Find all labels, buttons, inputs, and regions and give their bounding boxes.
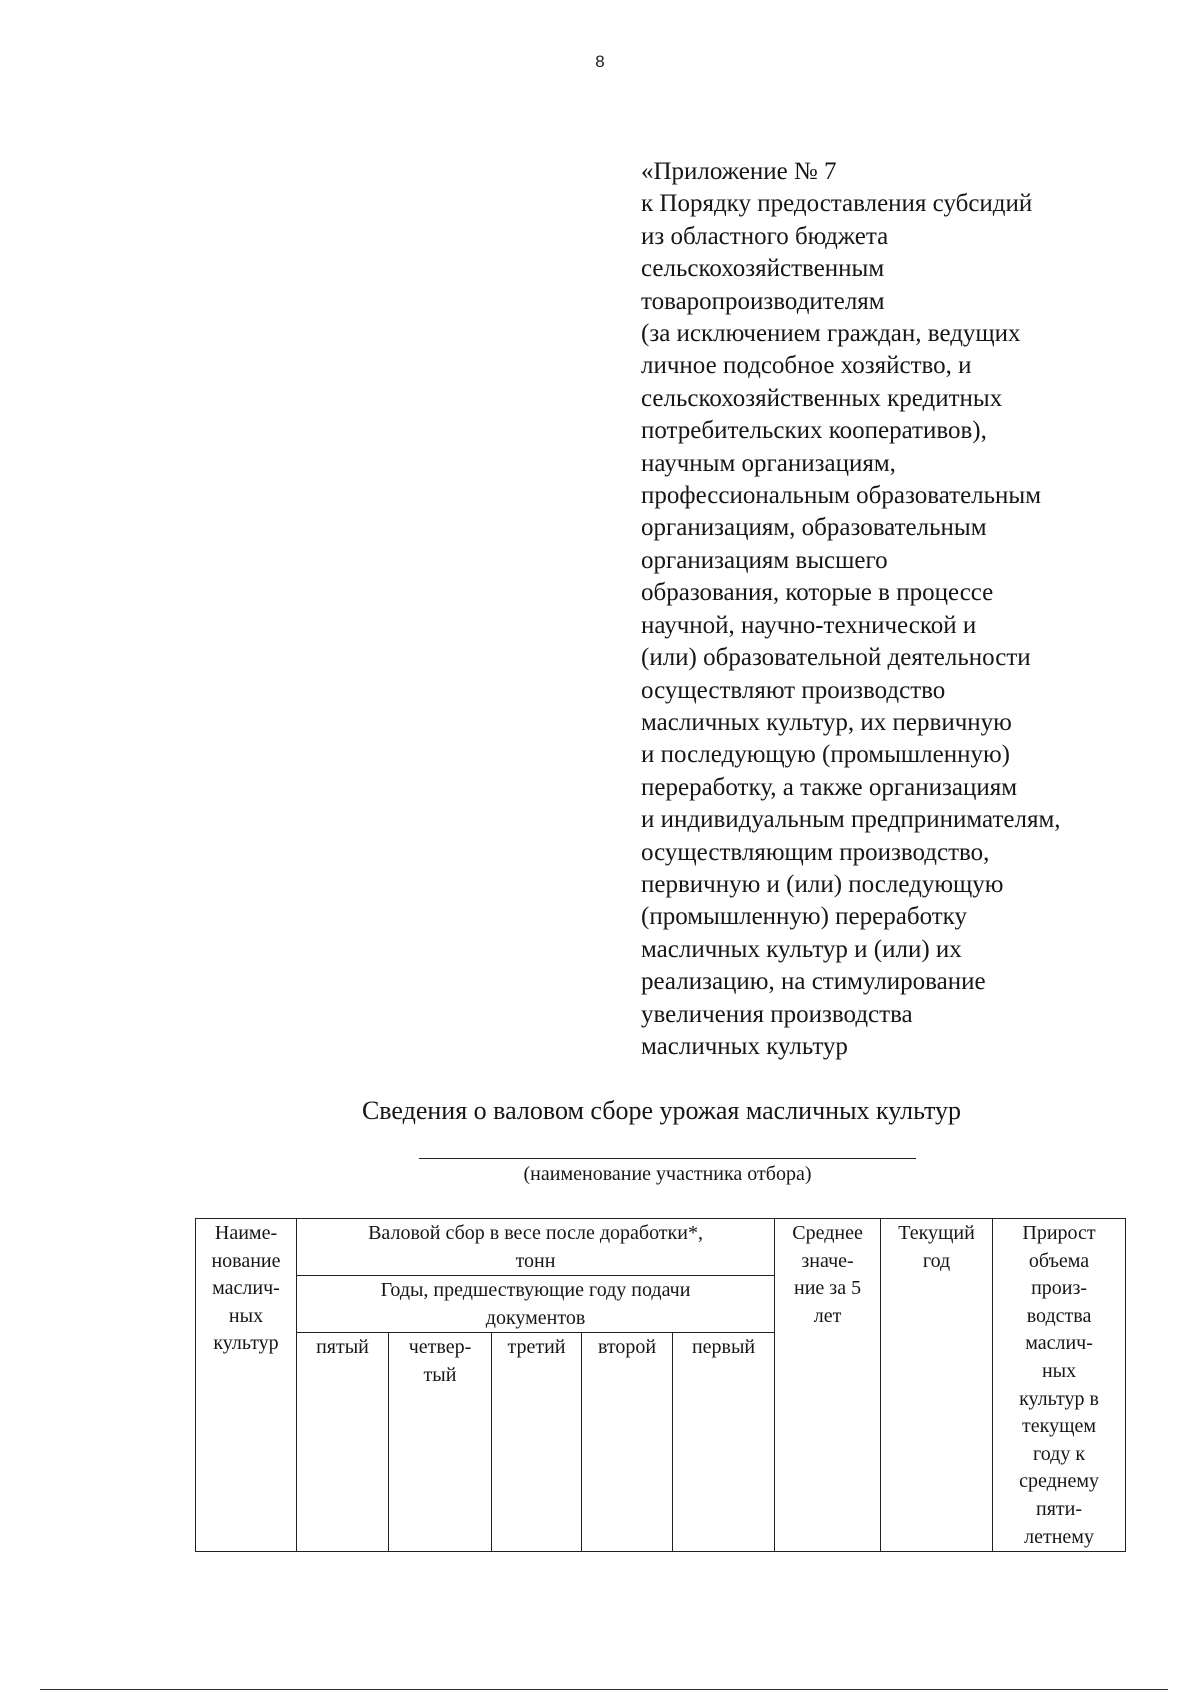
appendix-line: и последующую (промышленную) [641,741,1010,769]
cell-text-line: второй [597,1336,657,1359]
appendix-line: осуществляют производство [641,676,946,704]
cell-text-line: третий [507,1336,566,1359]
header-crop-name [196,1219,297,1552]
cell-text-line: маслич- [1025,1332,1093,1355]
cell-text-line: ние за 5 [794,1277,862,1300]
page-number: 8 [595,52,605,71]
cell-text-line: документов [485,1306,586,1329]
header-year-column [389,1333,492,1552]
cell-text-line: нование [211,1249,281,1272]
cell-text-line: лет [813,1304,842,1327]
appendix-line: научным организациям, [641,449,896,477]
appendix-line: масличных культур и (или) их [641,935,962,963]
appendix-line: и индивидуальным предпринимателям, [641,806,1061,834]
cell-text-line: произ- [1031,1277,1088,1300]
appendix-line: реализацию, на стимулирование [641,968,986,996]
appendix-line: организациям, образовательным [641,514,987,542]
cell-text-line: Наиме- [214,1222,278,1244]
appendix-line: сельскохозяйственных кредитных [641,384,1003,412]
participant-name-line [419,1158,916,1159]
cell-text-line: ных [1041,1359,1077,1382]
appendix-line: образования, которые в процессе [641,579,994,607]
cell-text-line: среднему [1019,1470,1099,1493]
cell-text-line: четвер- [408,1336,472,1359]
participant-caption: (наименование участника отбора) [523,1163,812,1185]
cell-text-line: Годы, предшествующие году подачи [380,1279,691,1302]
cell-text-line: Валовой сбор в весе после доработки*, [368,1222,703,1244]
header-year-column [582,1333,673,1552]
cell-text-line: маслич- [212,1277,280,1300]
appendix-line: масличных культур, их первичную [641,708,1012,736]
cell-text-line: тонн [515,1249,556,1272]
appendix-line: осуществляющим производство, [641,838,990,866]
appendix-line: масличных культур [641,1032,848,1060]
appendix-line: научной, научно-технической и [641,611,977,639]
appendix-line: потребительских кооперативов), [641,417,987,445]
appendix-line: товаропроизводителям [641,287,885,315]
cell-text-line: летнему [1024,1525,1094,1548]
appendix-line: (или) образовательной деятельности [641,644,1031,672]
header-production-growth [993,1219,1126,1552]
appendix-line: увеличения производства [641,1000,913,1028]
appendix-line: профессиональным образовательным [641,482,1042,510]
appendix-line: (за исключением граждан, ведущих [641,320,1021,348]
cell-text-line: Текущий [898,1222,975,1244]
appendix-line: к Порядку предоставления субсидий [641,190,1033,218]
cell-text-line: первый [691,1336,756,1359]
cell-text-line: текущем [1022,1415,1097,1438]
cell-text-line: пятый [316,1336,369,1359]
cell-text-line: ных [228,1304,264,1327]
cell-text-line: пяти- [1036,1497,1083,1520]
bottom-rule [40,1689,1168,1690]
cell-text-line: год [922,1249,951,1272]
header-year-column [492,1333,582,1552]
appendix-line: (промышленную) переработку [641,903,967,931]
cell-text-line: Прирост [1022,1222,1096,1244]
cell-text-line: значе- [801,1249,854,1272]
appendix-line: сельскохозяйственным [641,255,885,283]
appendix-line: первичную и (или) последующую [641,870,1004,898]
header-preceding-years [297,1276,775,1333]
appendix-header [641,156,1200,1063]
document-title: Сведения о валовом сборе урожая масличных культур [361,1096,962,1125]
cell-text-line: культур [213,1332,279,1355]
harvest-table [195,1218,1126,1552]
cell-text-line: тый [423,1363,457,1386]
header-year-column [673,1333,775,1552]
appendix-line: организациям высшего [641,546,888,574]
appendix-line: личное подсобное хозяйство, и [641,352,972,380]
cell-text-line: культур в [1019,1387,1099,1410]
header-current-year [881,1219,993,1552]
cell-text-line: водства [1026,1304,1092,1327]
header-five-year-average [775,1219,881,1552]
cell-text-line: объема [1028,1249,1090,1272]
header-year-column [297,1333,389,1552]
cell-text-line: году к [1033,1442,1086,1465]
appendix-line: переработку, а также организациям [641,773,1018,801]
header-gross-harvest [297,1219,775,1276]
appendix-line: «Приложение № 7 [641,158,837,185]
appendix-line: из областного бюджета [641,222,889,250]
cell-text-line: Среднее [792,1222,863,1244]
